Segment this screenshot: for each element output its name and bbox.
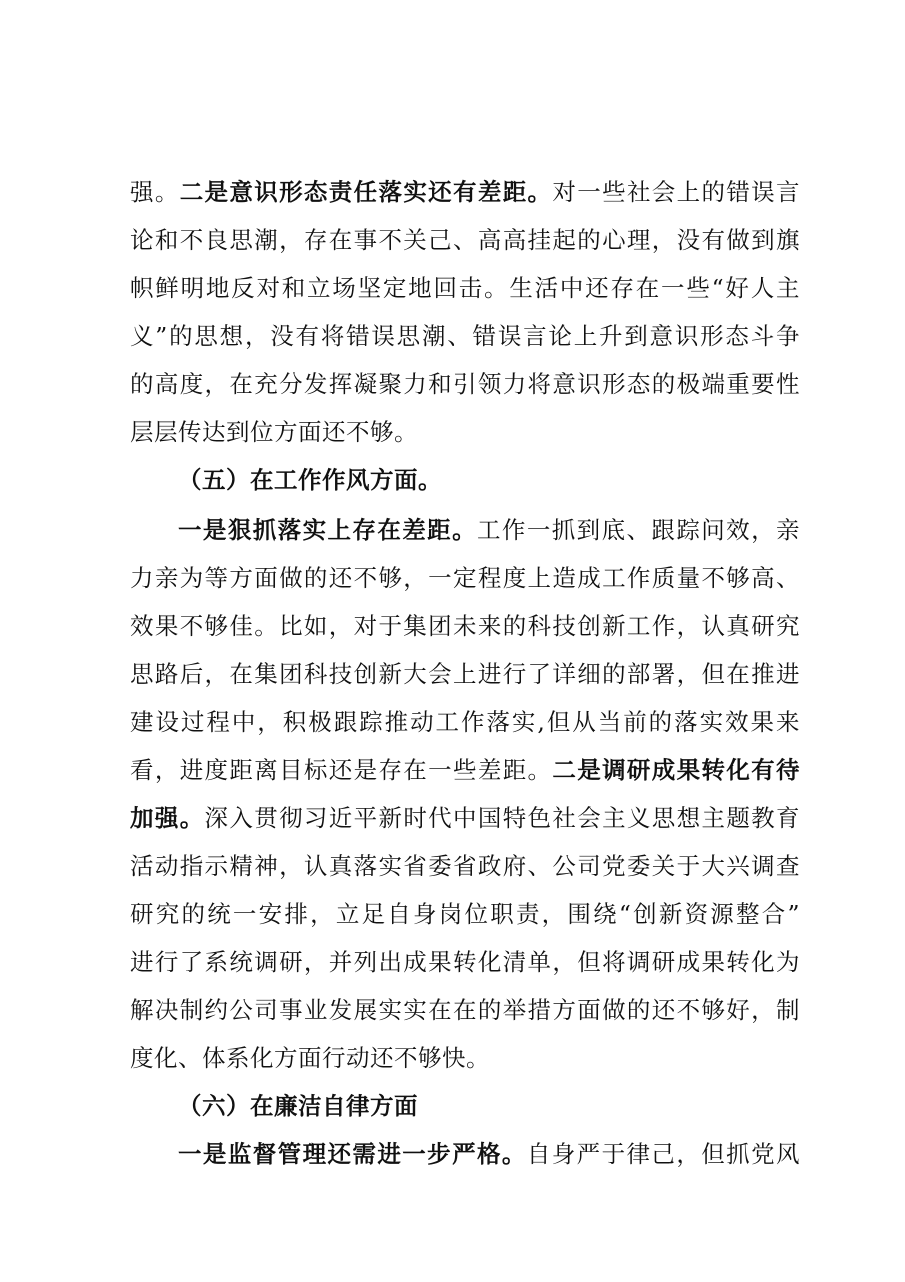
paragraph-line: 研究的统一安排，立足自身岗位职责，围绕“创新资源整合” [130,900,800,928]
paragraph-line: 建设过程中，积极跟踪推动工作落实,但从当前的落实效果来 [130,708,800,736]
paragraph-line: 力亲为等方面做的还不够，一定程度上造成工作质量不够高、 [130,564,800,592]
paragraph-line: 度化、体系化方面行动还不够快。 [130,1044,490,1072]
paragraph-line: 义”的思想，没有将错误思潮、错误言论上升到意识形态斗争 [130,322,800,350]
text-run: 深入贯彻习近平新时代中国特色社会主义思想主题教育 [204,804,801,832]
paragraph-line: 进行了系统调研，并列出成果转化清单，但将调研成果转化为 [130,948,800,976]
text-run: 看，进度距离目标还是存在一些差距。 [130,756,553,784]
text-run: 强。 [130,178,180,206]
paragraph-line [130,170,800,214]
bold-lead-sentence: 二是调研成果转化有待 [552,756,801,784]
bold-lead-sentence: 加强。 [130,804,205,832]
paragraph-line: 层层传达到位方面还不够。 [130,418,418,446]
paragraph-line: 思路后，在集团科技创新大会上进行了详细的部署，但在推进 [130,660,800,688]
text-run: 工作一抓到底、跟踪问效，亲 [477,516,800,544]
paragraph-line: 的高度，在充分发挥凝聚力和引领力将意识形态的极端重要性 [130,370,800,398]
paragraph-line [178,508,800,552]
paragraph-line [130,796,800,840]
paragraph-line: 帜鲜明地反对和立场坚定地回击。生活中还存在一些“好人主 [130,274,800,302]
paragraph-line: 解决制约公司事业发展实实在在的举措方面做的还不够好，制 [130,996,800,1024]
section-heading-6: （六）在廉洁自律方面 [178,1092,418,1120]
paragraph-line [178,1132,800,1176]
paragraph-line: 效果不够佳。比如，对于集团未来的科技创新工作，认真研究 [130,612,800,640]
bold-lead-sentence: 一是监督管理还需进一步严格。 [178,1140,527,1168]
text-run: 自身严于律己，但抓党风 [526,1140,801,1168]
text-run: 对一些社会上的错误言 [552,178,801,206]
paragraph-line: 活动指示精神，认真落实省委省政府、公司党委关于大兴调查 [130,852,800,880]
paragraph-line [130,748,800,792]
bold-lead-sentence: 二是意识形态责任落实还有差距。 [179,178,553,206]
bold-lead-sentence: 一是狠抓落实上存在差距。 [178,516,477,544]
paragraph-line: 论和不良思潮，存在事不关己、高高挂起的心理，没有做到旗 [130,226,800,254]
section-heading-5: （五）在工作作风方面。 [178,466,442,494]
